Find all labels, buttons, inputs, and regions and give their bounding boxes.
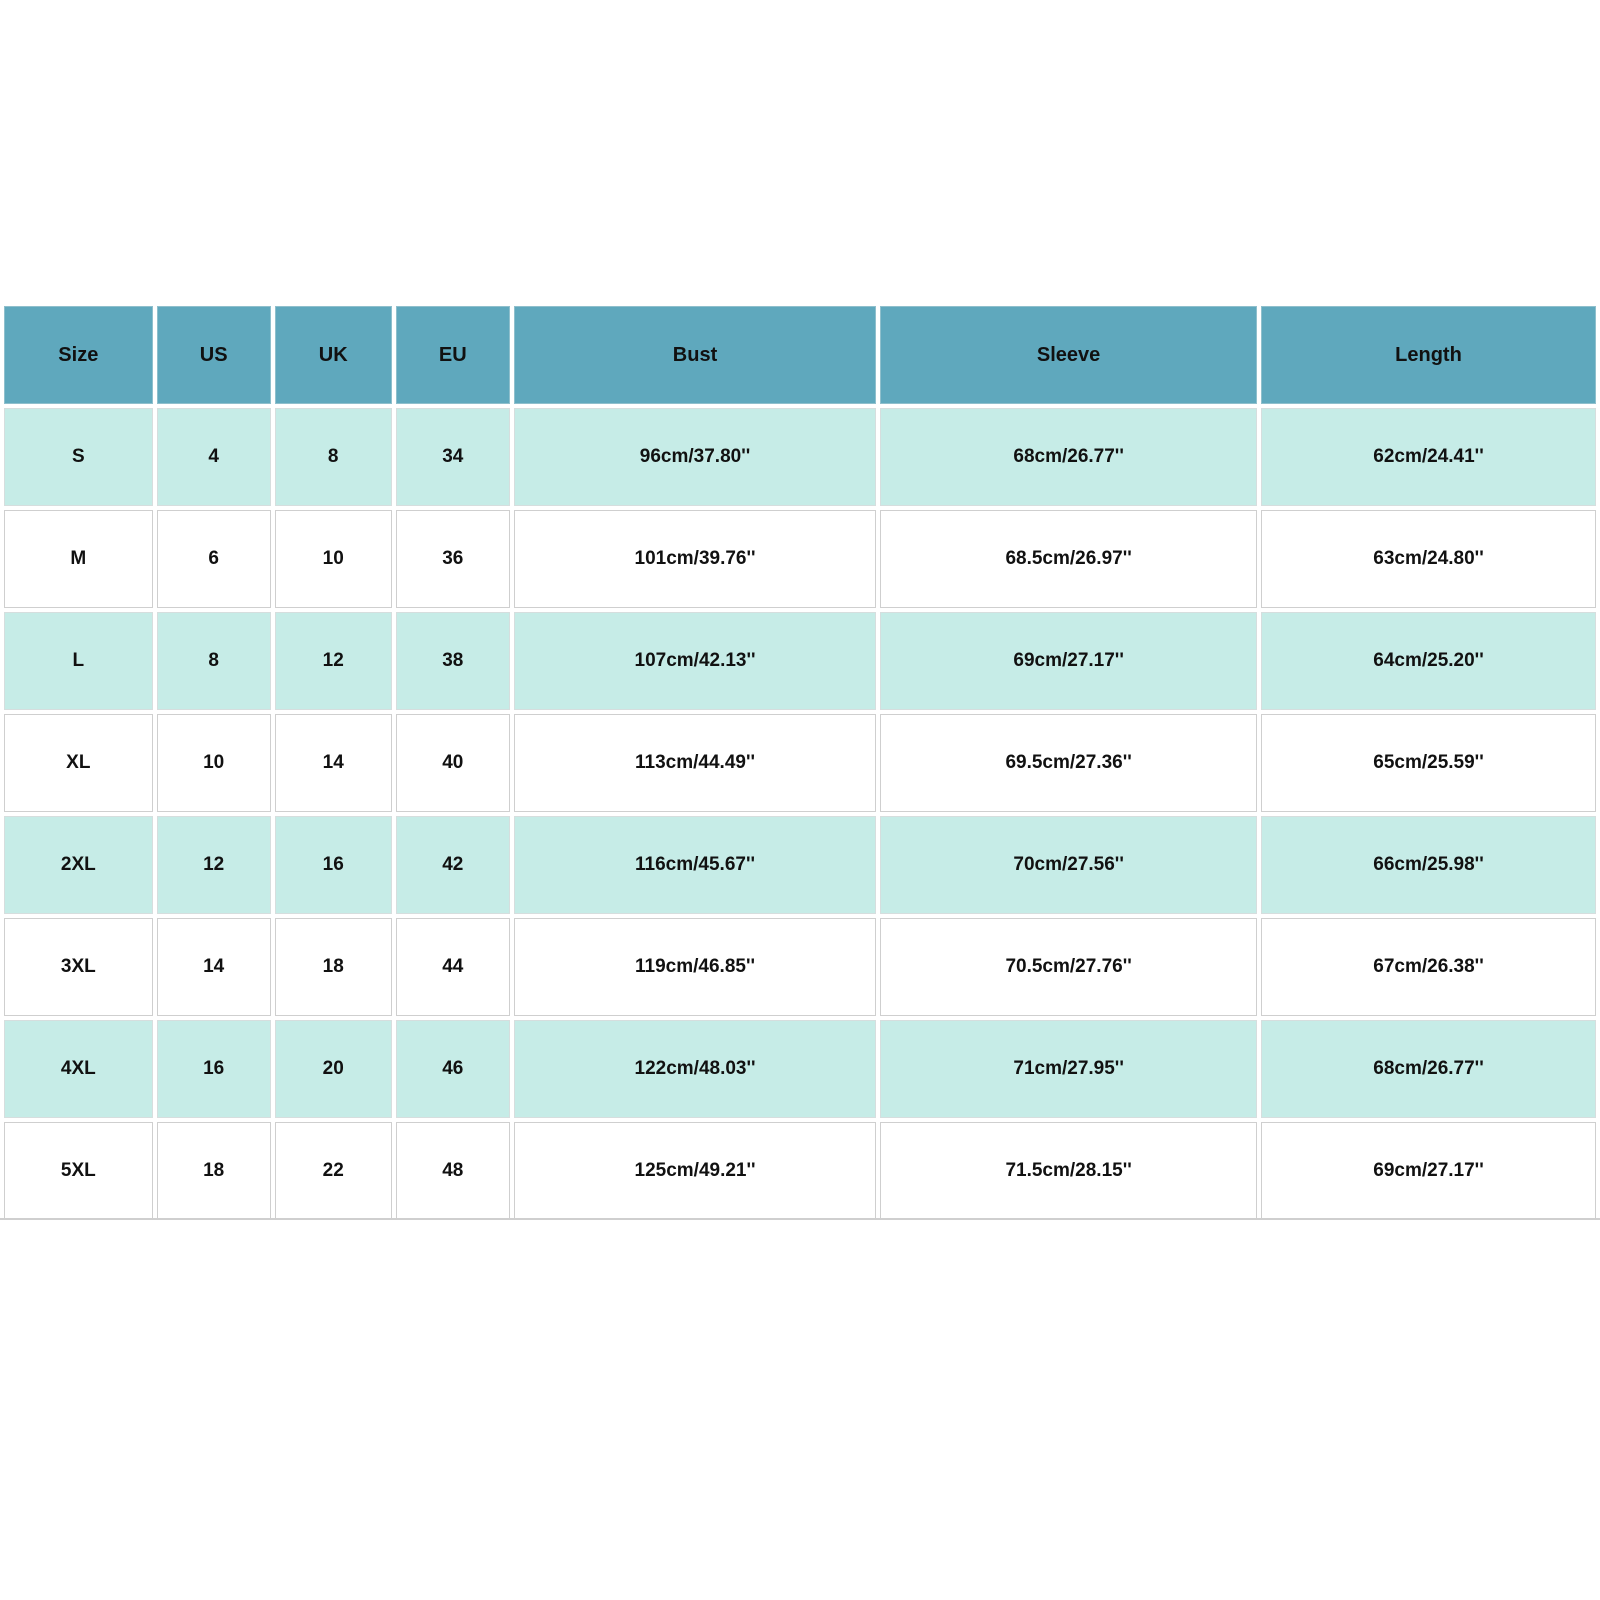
cell-eu: 38 bbox=[396, 612, 510, 710]
table-row bbox=[4, 510, 1596, 608]
cell-size: XL bbox=[4, 714, 153, 812]
cell-size: L bbox=[4, 612, 153, 710]
table-row bbox=[4, 612, 1596, 710]
cell-uk: 12 bbox=[275, 612, 392, 710]
size-chart-table bbox=[0, 302, 1600, 1224]
cell-bust: 107cm/42.13'' bbox=[514, 612, 876, 710]
cell-size: 3XL bbox=[4, 918, 153, 1016]
cell-us: 6 bbox=[157, 510, 271, 608]
cell-length: 67cm/26.38'' bbox=[1261, 918, 1596, 1016]
cell-us: 16 bbox=[157, 1020, 271, 1118]
cell-bust: 119cm/46.85'' bbox=[514, 918, 876, 1016]
cell-uk: 18 bbox=[275, 918, 392, 1016]
cell-length: 69cm/27.17'' bbox=[1261, 1122, 1596, 1220]
cell-us: 18 bbox=[157, 1122, 271, 1220]
cell-us: 8 bbox=[157, 612, 271, 710]
table-row bbox=[4, 1122, 1596, 1220]
table-row bbox=[4, 1020, 1596, 1118]
cell-sleeve: 71.5cm/28.15'' bbox=[880, 1122, 1257, 1220]
cell-bust: 101cm/39.76'' bbox=[514, 510, 876, 608]
header-sleeve: Sleeve bbox=[880, 306, 1257, 404]
cell-length: 63cm/24.80'' bbox=[1261, 510, 1596, 608]
cell-eu: 34 bbox=[396, 408, 510, 506]
header-eu: EU bbox=[396, 306, 510, 404]
cell-length: 68cm/26.77'' bbox=[1261, 1020, 1596, 1118]
cell-length: 66cm/25.98'' bbox=[1261, 816, 1596, 914]
cell-eu: 40 bbox=[396, 714, 510, 812]
cell-uk: 8 bbox=[275, 408, 392, 506]
table-row bbox=[4, 714, 1596, 812]
table-bottom-rule bbox=[0, 1218, 1600, 1220]
table-row bbox=[4, 816, 1596, 914]
cell-bust: 122cm/48.03'' bbox=[514, 1020, 876, 1118]
table-row bbox=[4, 918, 1596, 1016]
cell-length: 62cm/24.41'' bbox=[1261, 408, 1596, 506]
cell-size: 2XL bbox=[4, 816, 153, 914]
header-uk: UK bbox=[275, 306, 392, 404]
header-us: US bbox=[157, 306, 271, 404]
cell-bust: 96cm/37.80'' bbox=[514, 408, 876, 506]
cell-us: 10 bbox=[157, 714, 271, 812]
table-row bbox=[4, 408, 1596, 506]
header-length: Length bbox=[1261, 306, 1596, 404]
cell-bust: 113cm/44.49'' bbox=[514, 714, 876, 812]
cell-uk: 16 bbox=[275, 816, 392, 914]
cell-sleeve: 69.5cm/27.36'' bbox=[880, 714, 1257, 812]
cell-uk: 14 bbox=[275, 714, 392, 812]
cell-length: 65cm/25.59'' bbox=[1261, 714, 1596, 812]
cell-uk: 22 bbox=[275, 1122, 392, 1220]
cell-size: S bbox=[4, 408, 153, 506]
cell-sleeve: 68cm/26.77'' bbox=[880, 408, 1257, 506]
cell-size: 4XL bbox=[4, 1020, 153, 1118]
header-bust: Bust bbox=[514, 306, 876, 404]
cell-eu: 44 bbox=[396, 918, 510, 1016]
cell-us: 12 bbox=[157, 816, 271, 914]
cell-sleeve: 70cm/27.56'' bbox=[880, 816, 1257, 914]
cell-sleeve: 70.5cm/27.76'' bbox=[880, 918, 1257, 1016]
cell-uk: 20 bbox=[275, 1020, 392, 1118]
cell-eu: 36 bbox=[396, 510, 510, 608]
header-row bbox=[4, 306, 1596, 404]
cell-eu: 42 bbox=[396, 816, 510, 914]
cell-bust: 125cm/49.21'' bbox=[514, 1122, 876, 1220]
cell-bust: 116cm/45.67'' bbox=[514, 816, 876, 914]
cell-sleeve: 71cm/27.95'' bbox=[880, 1020, 1257, 1118]
cell-eu: 46 bbox=[396, 1020, 510, 1118]
cell-size: 5XL bbox=[4, 1122, 153, 1220]
cell-eu: 48 bbox=[396, 1122, 510, 1220]
cell-size: M bbox=[4, 510, 153, 608]
cell-sleeve: 68.5cm/26.97'' bbox=[880, 510, 1257, 608]
cell-us: 4 bbox=[157, 408, 271, 506]
header-size: Size bbox=[4, 306, 153, 404]
cell-sleeve: 69cm/27.17'' bbox=[880, 612, 1257, 710]
cell-length: 64cm/25.20'' bbox=[1261, 612, 1596, 710]
cell-us: 14 bbox=[157, 918, 271, 1016]
cell-uk: 10 bbox=[275, 510, 392, 608]
